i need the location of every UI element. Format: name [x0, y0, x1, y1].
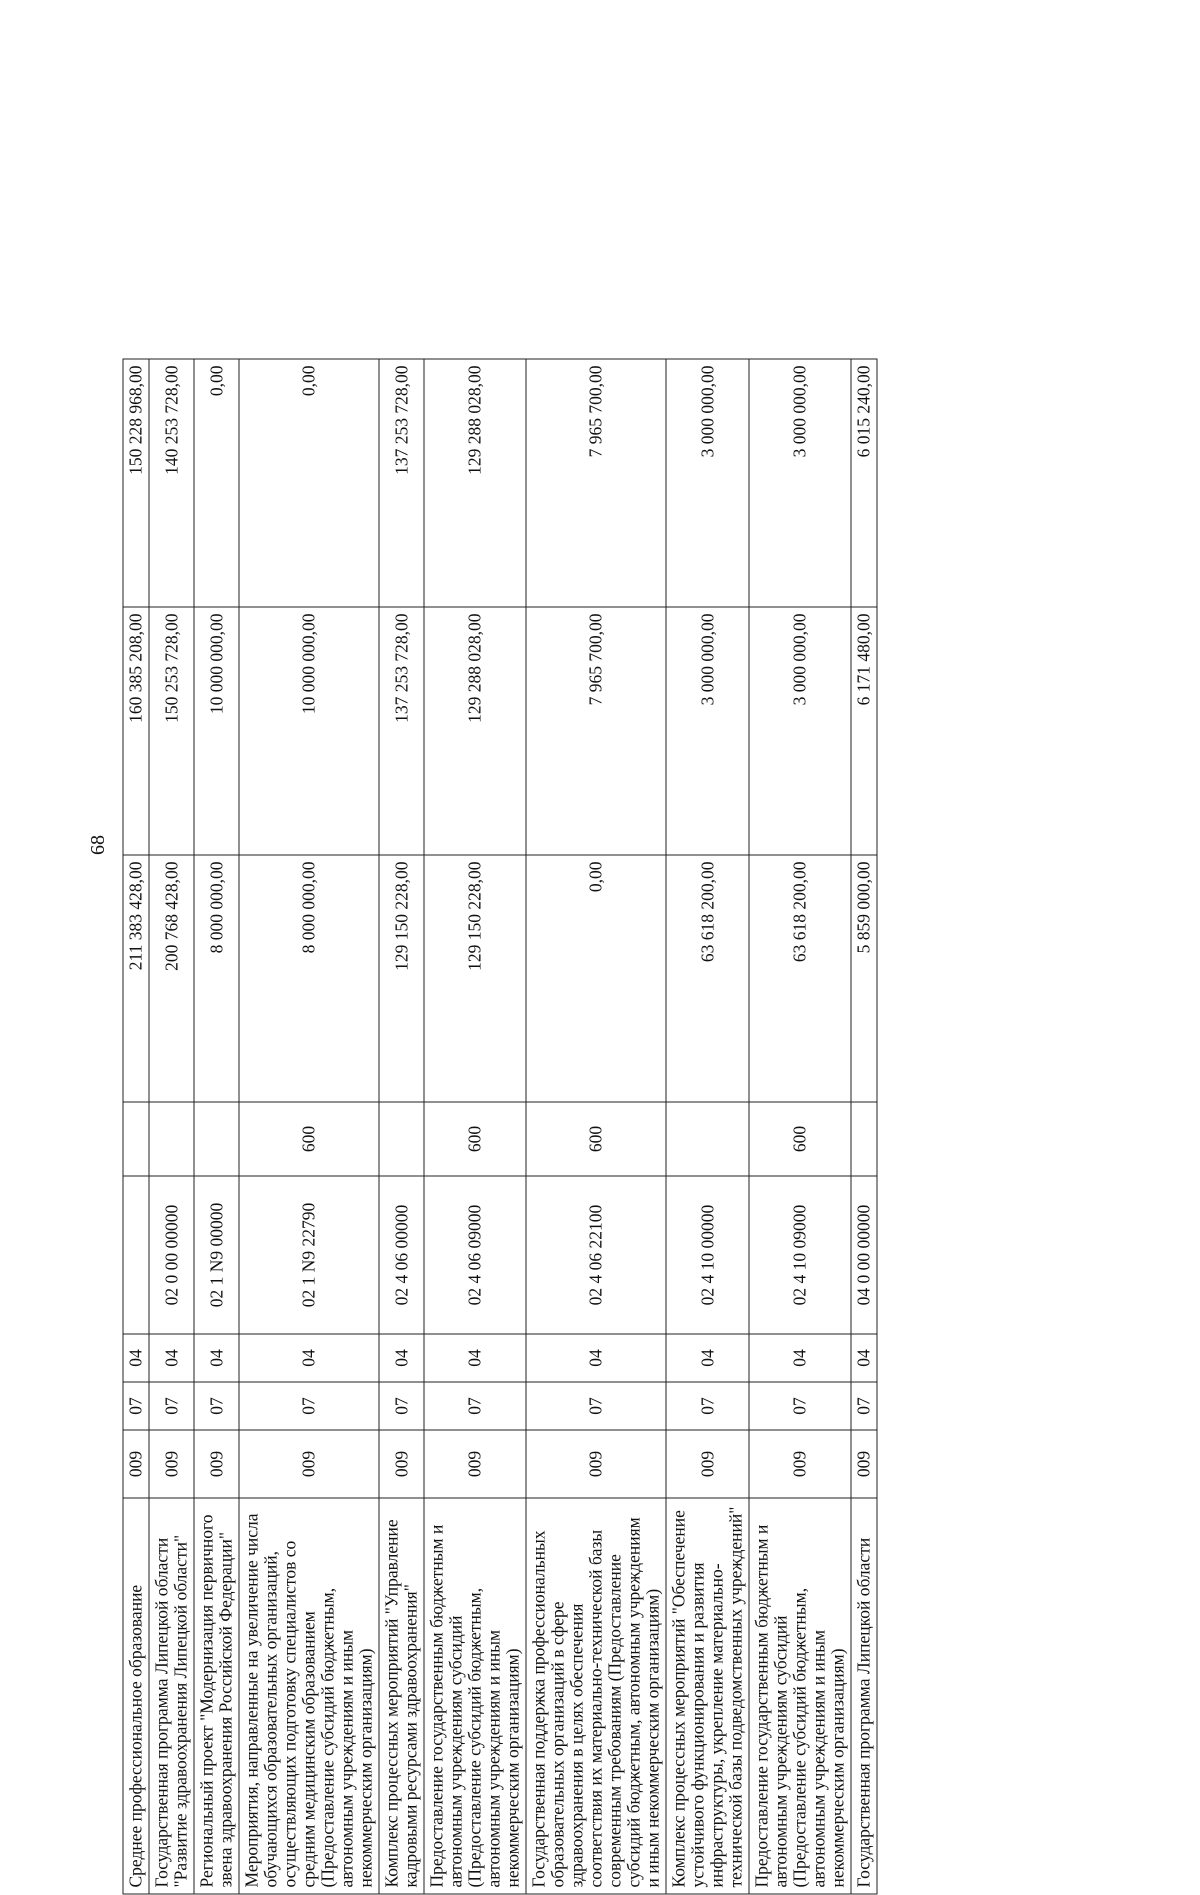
- cell-name: Государственная программа Липецкой области: [851, 1498, 877, 1894]
- page-number: 68: [87, 835, 109, 855]
- cell-subsection: 04: [379, 1334, 424, 1382]
- cell-amount-1: 63 618 200,00: [749, 855, 851, 1102]
- cell-section: 07: [851, 1382, 877, 1430]
- cell-ministry-code: 009: [749, 1430, 851, 1498]
- cell-expense-type: 600: [526, 1102, 666, 1176]
- cell-expense-type: [149, 1102, 194, 1176]
- cell-section: 07: [424, 1382, 526, 1430]
- cell-target-article: 02 4 06 00000: [379, 1176, 424, 1334]
- cell-target-article: 02 1 N9 00000: [194, 1176, 239, 1334]
- cell-amount-3: 137 253 728,00: [379, 359, 424, 607]
- cell-section: 07: [379, 1382, 424, 1430]
- cell-target-article: 02 4 06 09000: [424, 1176, 526, 1334]
- cell-amount-1: 129 150 228,00: [424, 855, 526, 1102]
- cell-ministry-code: 009: [851, 1430, 877, 1498]
- cell-subsection: 04: [666, 1334, 749, 1382]
- cell-target-article: [123, 1176, 149, 1334]
- cell-amount-3: 150 228 968,00: [123, 359, 149, 607]
- cell-amount-3: 7 965 700,00: [526, 359, 666, 607]
- cell-ministry-code: 009: [379, 1430, 424, 1498]
- cell-name: Государственная программа Липецкой области "Развитие здравоохранения Липецкой области": [149, 1498, 194, 1894]
- cell-amount-3: 140 253 728,00: [149, 359, 194, 607]
- table-row: [424, 359, 526, 1894]
- cell-amount-3: 3 000 000,00: [666, 359, 749, 607]
- cell-target-article: 02 4 10 09000: [749, 1176, 851, 1334]
- cell-amount-3: 6 015 240,00: [851, 359, 877, 607]
- cell-amount-1: 63 618 200,00: [666, 855, 749, 1102]
- cell-ministry-code: 009: [666, 1430, 749, 1498]
- table-row: [666, 359, 749, 1894]
- cell-expense-type: 600: [749, 1102, 851, 1176]
- cell-amount-2: 7 965 700,00: [526, 607, 666, 855]
- cell-name: Мероприятия, направленные на увеличение числа обучающихся образовательных организаций, осуществляющих подготовку специалистов со средним медицинским образованием (Предоставление субсидий бюджетным, автономным учреждениям и иным некоммерческим организациям): [239, 1498, 379, 1894]
- cell-expense-type: [194, 1102, 239, 1176]
- cell-target-article: 02 4 10 00000: [666, 1176, 749, 1334]
- cell-amount-3: 0,00: [239, 359, 379, 607]
- cell-amount-2: 160 385 208,00: [123, 607, 149, 855]
- cell-ministry-code: 009: [526, 1430, 666, 1498]
- cell-amount-2: 10 000 000,00: [194, 607, 239, 855]
- cell-expense-type: 600: [239, 1102, 379, 1176]
- cell-subsection: 04: [749, 1334, 851, 1382]
- cell-section: 07: [749, 1382, 851, 1430]
- cell-ministry-code: 009: [149, 1430, 194, 1498]
- rotated-table-frame: [123, 360, 1133, 1895]
- table-body: [123, 359, 877, 1894]
- table-row: [379, 359, 424, 1894]
- cell-expense-type: [666, 1102, 749, 1176]
- cell-section: 07: [149, 1382, 194, 1430]
- cell-expense-type: [379, 1102, 424, 1176]
- cell-subsection: 04: [851, 1334, 877, 1382]
- cell-ministry-code: 009: [239, 1430, 379, 1498]
- cell-subsection: 04: [239, 1334, 379, 1382]
- cell-section: 07: [526, 1382, 666, 1430]
- table-row: [123, 359, 149, 1894]
- cell-amount-1: 211 383 428,00: [123, 855, 149, 1102]
- cell-ministry-code: 009: [424, 1430, 526, 1498]
- cell-amount-1: 5 859 000,00: [851, 855, 877, 1102]
- cell-amount-3: 0,00: [194, 359, 239, 607]
- cell-subsection: 04: [149, 1334, 194, 1382]
- cell-amount-2: 10 000 000,00: [239, 607, 379, 855]
- cell-amount-2: 137 253 728,00: [379, 607, 424, 855]
- cell-amount-2: 3 000 000,00: [749, 607, 851, 855]
- cell-section: 07: [666, 1382, 749, 1430]
- cell-amount-1: 200 768 428,00: [149, 855, 194, 1102]
- cell-section: 07: [123, 1382, 149, 1430]
- cell-amount-2: 3 000 000,00: [666, 607, 749, 855]
- cell-subsection: 04: [526, 1334, 666, 1382]
- table-row: [749, 359, 851, 1894]
- budget-table: [123, 359, 878, 1895]
- cell-name: Региональный проект "Модернизация первичного звена здравоохранения Российской Федерации": [194, 1498, 239, 1894]
- cell-amount-2: 6 171 480,00: [851, 607, 877, 855]
- cell-name: Предоставление государственным бюджетным и автономным учреждениям субсидий (Предоставление субсидий бюджетным, автономным учреждениям и иным некоммерческим организациям): [749, 1498, 851, 1894]
- cell-subsection: 04: [424, 1334, 526, 1382]
- cell-name: Предоставление государственным бюджетным и автономным учреждениям субсидий (Предоставление субсидий бюджетным, автономным учреждениям и иным некоммерческим организациям): [424, 1498, 526, 1894]
- table-row: [851, 359, 877, 1894]
- cell-subsection: 04: [194, 1334, 239, 1382]
- cell-expense-type: 600: [424, 1102, 526, 1176]
- cell-name: Комплекс процессных мероприятий "Управление кадровыми ресурсами здравоохранения": [379, 1498, 424, 1894]
- cell-amount-3: 3 000 000,00: [749, 359, 851, 607]
- cell-amount-1: 129 150 228,00: [379, 855, 424, 1102]
- cell-target-article: 02 4 06 22100: [526, 1176, 666, 1334]
- cell-name: Комплекс процессных мероприятий "Обеспечение устойчивого функционирования и развития инфраструктуры, укрепление материально-технической базы подведомственных учреждений": [666, 1498, 749, 1894]
- cell-section: 07: [239, 1382, 379, 1430]
- cell-amount-1: 8 000 000,00: [239, 855, 379, 1102]
- table-row: [239, 359, 379, 1894]
- cell-name: Среднее профессиональное образование: [123, 1498, 149, 1894]
- cell-name: Государственная поддержка профессиональных образовательных организаций в сфере здравоохранения в целях обеспечения соответствия их материально-технической базы современным требованиям (Предоставление субсидий бюджетным, автономным учреждениям и иным некоммерческим организациям): [526, 1498, 666, 1894]
- cell-target-article: 04 0 00 00000: [851, 1176, 877, 1334]
- cell-amount-2: 129 288 028,00: [424, 607, 526, 855]
- cell-ministry-code: 009: [194, 1430, 239, 1498]
- cell-amount-1: 8 000 000,00: [194, 855, 239, 1102]
- cell-target-article: 02 1 N9 22790: [239, 1176, 379, 1334]
- cell-amount-1: 0,00: [526, 855, 666, 1102]
- cell-expense-type: [851, 1102, 877, 1176]
- cell-subsection: 04: [123, 1334, 149, 1382]
- table-row: [194, 359, 239, 1894]
- cell-target-article: 02 0 00 00000: [149, 1176, 194, 1334]
- cell-ministry-code: 009: [123, 1430, 149, 1498]
- cell-amount-3: 129 288 028,00: [424, 359, 526, 607]
- table-row: [149, 359, 194, 1894]
- cell-section: 07: [194, 1382, 239, 1430]
- table-row: [526, 359, 666, 1894]
- cell-expense-type: [123, 1102, 149, 1176]
- cell-amount-2: 150 253 728,00: [149, 607, 194, 855]
